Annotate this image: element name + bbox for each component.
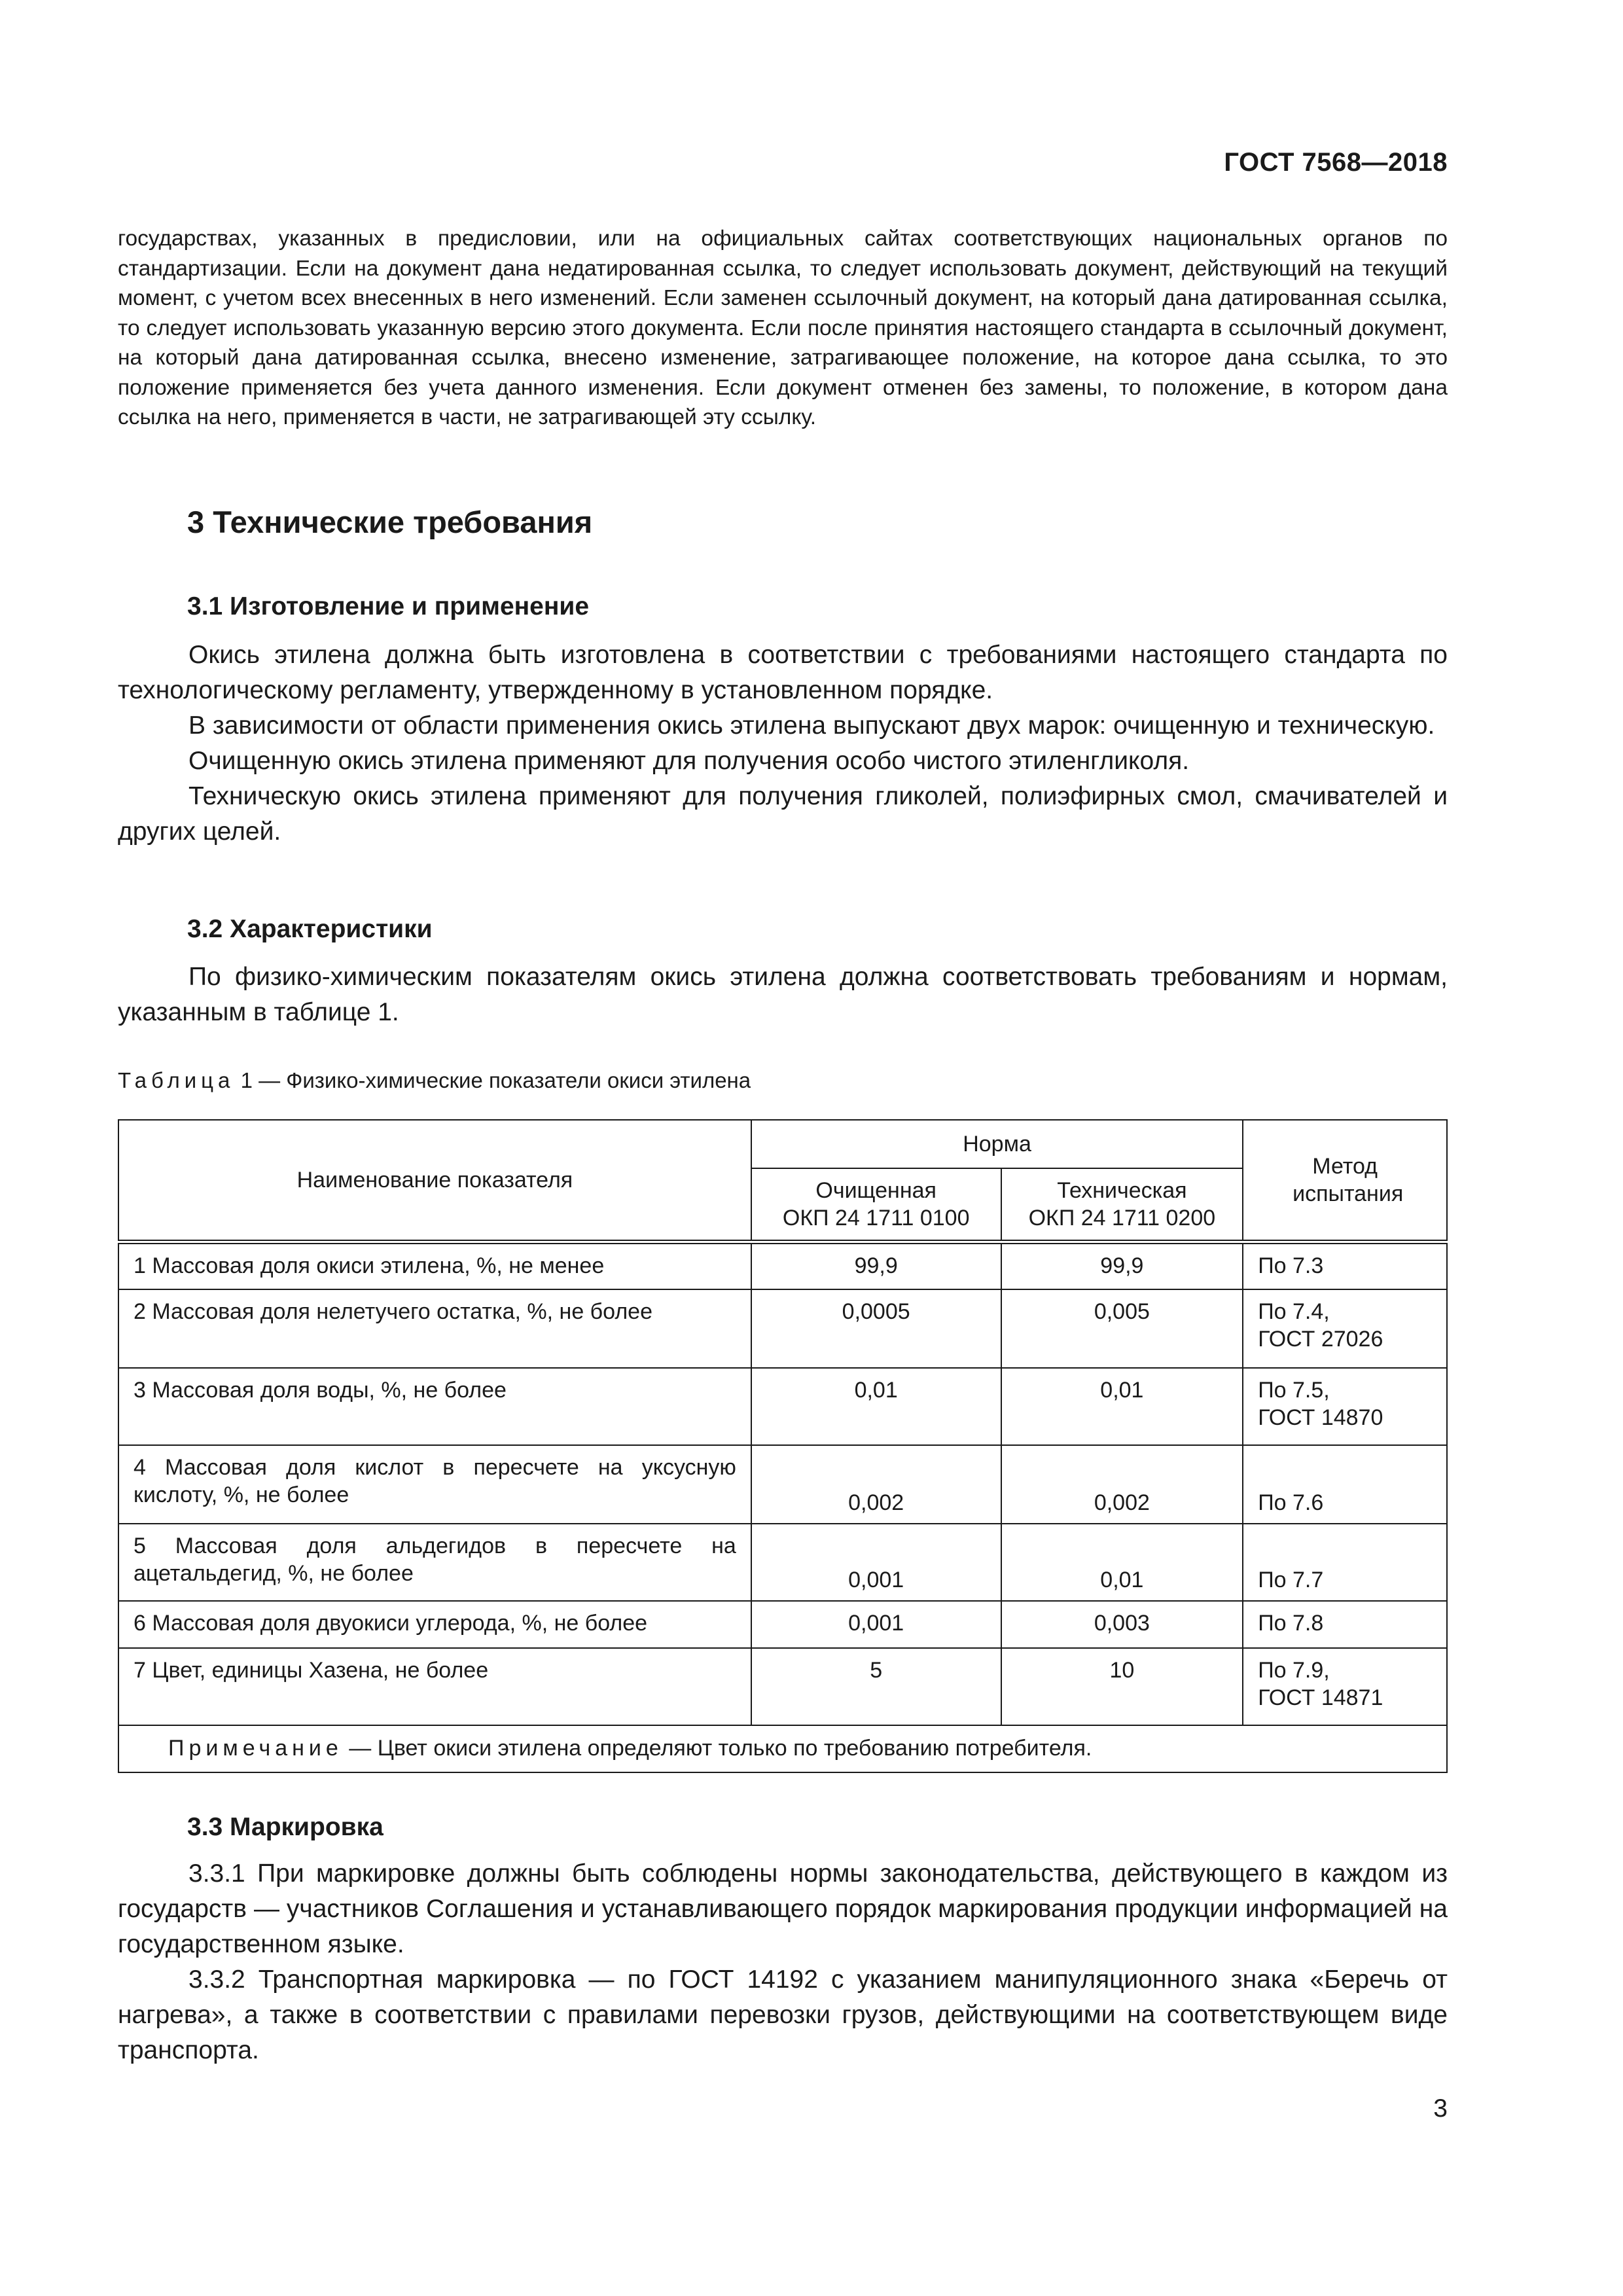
row-technical: 0,003 [1001,1601,1243,1648]
properties-table [118,1119,1448,1773]
col-name-header: Наименование показателя [118,1120,751,1242]
row-purified: 0,001 [751,1524,1001,1601]
row-purified: 0,001 [751,1601,1001,1648]
row-technical: 99,9 [1001,1242,1243,1289]
row-method-line1: По 7.9, [1258,1657,1330,1683]
row-name: 6 Массовая доля двуокиси углерода, %, не более [118,1601,751,1648]
paragraph: 3.3.1 При маркировке должны быть соблюдены нормы законодательства, действующего в каждом из государств — участников Соглашения и устанавливающего порядок маркирования продукции информацией на государственном языке. [118,1859,1448,1958]
table-note-row [118,1725,1447,1772]
row-method: По 7.6 [1243,1445,1447,1524]
col-method-label: Метод испытания [1293,1154,1404,1206]
row-purified: 5 [751,1648,1001,1725]
row-method: По 7.8 [1243,1601,1447,1648]
row-technical: 0,002 [1001,1445,1243,1524]
row-method-line2: ГОСТ 14871 [1258,1685,1383,1710]
section-3-3-body [118,1856,1448,2068]
row-method-line1: По 7.4, [1258,1299,1330,1324]
row-name: 3 Массовая доля воды, %, не более [118,1368,751,1445]
row-technical: 0,01 [1001,1368,1243,1445]
document-header: ГОСТ 7568—2018 [1224,148,1448,177]
table-row [118,1524,1447,1601]
row-technical: 0,005 [1001,1289,1243,1368]
row-purified: 0,0005 [751,1289,1001,1368]
row-method-line2: ГОСТ 27026 [1258,1326,1383,1352]
row-method [1243,1289,1447,1368]
col-purified-code: ОКП 24 1711 0100 [782,1206,970,1230]
section-3-2-body [118,960,1448,1030]
row-method: По 7.3 [1243,1242,1447,1289]
table-row [118,1289,1447,1368]
row-method: По 7.7 [1243,1524,1447,1601]
paragraph: Окись этилена должна быть изготовлена в соответствии с требованиями настоящего стандарта по технологическому регламенту, утвержденному в установленном порядке. [118,641,1448,704]
row-name: 4 Массовая доля кислот в пересчете на уксусную кислоту, %, не более [118,1445,751,1524]
row-name: 1 Массовая доля окиси этилена, %, не менее [118,1242,751,1289]
table-row [118,1648,1447,1725]
row-method [1243,1648,1447,1725]
col-method-header [1243,1120,1447,1242]
page-number: 3 [1433,2094,1448,2123]
paragraph: В зависимости от области применения окись этилена выпускают двух марок: очищенную и техническую. [188,711,1435,740]
table-note [118,1725,1447,1772]
paragraph: По физико-химическим показателям окись этилена должна соответствовать требованиям и нормам, указанным в таблице 1. [118,963,1448,1026]
intro-paragraph [118,224,1448,433]
row-technical: 0,01 [1001,1524,1243,1601]
table-note-label: Примечание [168,1735,343,1761]
row-name: 7 Цвет, единицы Хазена, не более [118,1648,751,1725]
row-name: 5 Массовая доля альдегидов в пересчете на ацетальдегид, %, не более [118,1524,751,1601]
row-purified: 0,01 [751,1368,1001,1445]
paragraph: 3.3.2 Транспортная маркировка — по ГОСТ 14192 с указанием манипуляционного знака «Беречь от нагрева», а также в соответствии с правилами перевозки грузов, действующими на соответствующем виде транспорта. [118,1965,1448,2064]
row-purified: 0,002 [751,1445,1001,1524]
table-row [118,1601,1447,1648]
table-row [118,1242,1447,1289]
col-norm-header: Норма [751,1120,1243,1168]
intro-text: государствах, указанных в предисловии, или на официальных сайтах соответствующих национальных органов по стандартизации. Если на документ дана недатированная ссылка, то следует использовать документ, действующий на текущий момент, с учетом всех внесенных в него изменений. Если заменен ссылочный документ, на который дана датированная ссылка, то следует использовать указанную версию этого документа. Если после принятия настоящего стандарта в ссылочный документ, на который дана датированная ссылка, внесено изменение, затрагивающее положение, на которое дана ссылка, то это положение применяется без учета данного изменения. Если документ отменен без замены, то положение, в котором дана ссылка на него, применяется в части, не затрагивающей эту ссылку. [118,226,1448,429]
table-caption-label: Таблица [118,1068,235,1092]
col-purified-label: Очищенная [815,1178,936,1203]
row-technical: 10 [1001,1648,1243,1725]
table-caption [118,1068,751,1093]
row-method [1243,1368,1447,1445]
paragraph: Очищенную окись этилена применяют для получения особо чистого этиленгликоля. [188,747,1190,775]
section-3-title: 3 Технические требования [187,505,593,539]
section-3-1-body [118,637,1448,850]
col-purified-header [751,1168,1001,1242]
section-3-2-title: 3.2 Характеристики [187,915,433,943]
row-purified: 99,9 [751,1242,1001,1289]
table-header-row [118,1120,1447,1168]
table-caption-text: 1 — Физико-химические показатели окиси этилена [240,1068,751,1092]
section-3-1-title: 3.1 Изготовление и применение [187,592,590,620]
row-name: 2 Массовая доля нелетучего остатка, %, не более [118,1289,751,1368]
row-method-line1: По 7.5, [1258,1377,1330,1403]
col-technical-label: Техническая [1057,1178,1187,1203]
paragraph: Техническую окись этилена применяют для получения гликолей, полиэфирных смол, смачивателей и других целей. [118,782,1448,846]
table-note-text: — Цвет окиси этилена определяют только по требованию потребителя. [342,1735,1092,1761]
table-row [118,1445,1447,1524]
col-technical-header [1001,1168,1243,1242]
col-technical-code: ОКП 24 1711 0200 [1028,1206,1216,1230]
row-method-line2: ГОСТ 14870 [1258,1405,1383,1430]
section-3-3-title: 3.3 Маркировка [187,1813,383,1841]
table-row [118,1368,1447,1445]
